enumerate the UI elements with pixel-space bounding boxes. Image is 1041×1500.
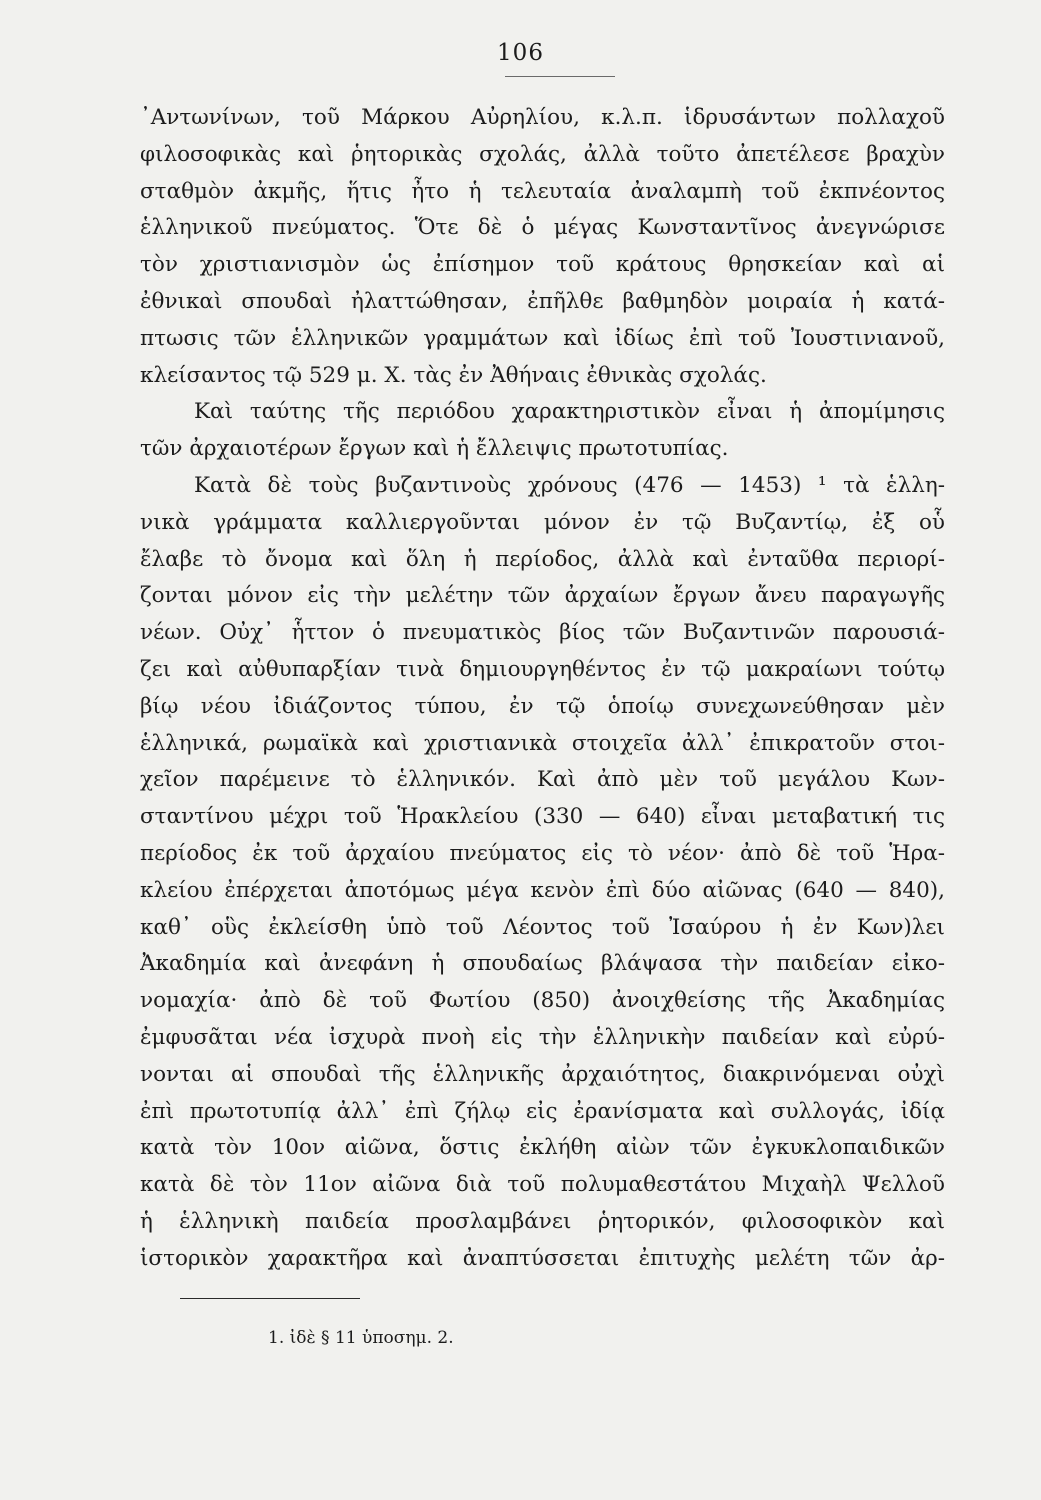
text-line: Ἀκαδημία καὶ ἀνεφάνη ἡ σπουδαίως βλάψασα τὴν παιδείαν εἰκο- <box>140 951 945 977</box>
text-line: ἱστορικὸν χαρακτῆρα καὶ ἀναπτύσσεται ἐπιτυχὴς μελέτη τῶν ἀρ- <box>140 1245 945 1271</box>
text-line: χεῖον παρέμεινε τὸ ἑλληνικόν. Καὶ ἀπὸ μὲν τοῦ μεγάλου Κων- <box>140 767 945 793</box>
text-line: βίῳ νέου ἰδιάζοντος τύπου, ἐν τῷ ὁποίῳ συνεχωνεύθησαν μὲν <box>140 693 945 719</box>
text-line: σταντίνου μέχρι τοῦ Ἡρακλείου (330 — 640) εἶναι μεταβατική τις <box>140 804 945 830</box>
body-text <box>140 100 945 1278</box>
text-line: Καὶ ταύτης τῆς περιόδου χαρακτηριστικὸν εἶναι ἡ ἀπομίμησις <box>194 399 945 425</box>
text-line: νομαχία· ἀπὸ δὲ τοῦ Φωτίου (850) ἀνοιχθείσης τῆς Ἀκαδημίας <box>140 988 945 1014</box>
text-line: ἑλληνικά, ρωμαϊκὰ καὶ χριστιανικὰ στοιχεῖα ἀλλ᾿ ἐπικρατοῦν στοι- <box>140 730 945 756</box>
text-line: ζονται μόνον εἰς τὴν μελέτην τῶν ἀρχαίων ἔργων ἄνευ παραγωγῆς <box>140 583 945 609</box>
text-line: ᾿Αντωνίνων, τοῦ Μάρκου Αὐρηλίου, κ.λ.π. ἱδρυσάντων πολλαχοῦ <box>140 105 945 130</box>
text-line: νέων. Οὐχ᾿ ἧττον ὁ πνευματικὸς βίος τῶν Βυζαντινῶν παρουσιά- <box>140 620 945 646</box>
text-line: καθ᾿ οὓς ἐκλείσθη ὑπὸ τοῦ Λέοντος τοῦ Ἰσαύρου ἡ ἐν Κων)λει <box>140 914 945 940</box>
text-line: ἑλληνικοῦ πνεύματος. Ὅτε δὲ ὁ μέγας Κωνσταντῖνος ἀνεγνώρισε <box>140 215 945 241</box>
text-line: ἡ ἑλληνικὴ παιδεία προσλαμβάνει ῥητορικόν, φιλοσοφικὸν καὶ <box>140 1208 945 1234</box>
text-line: κατὰ δὲ τὸν 11ον αἰῶνα διὰ τοῦ πολυμαθεστάτου Μιχαὴλ Ψελλοῦ <box>140 1172 945 1198</box>
text-line: ἐπὶ πρωτοτυπίᾳ ἀλλ᾿ ἐπὶ ζήλῳ εἰς ἐρανίσματα καὶ συλλογάς, ἰδίᾳ <box>140 1098 945 1124</box>
text-line: ἐμφυσᾶται νέα ἰσχυρὰ πνοὴ εἰς τὴν ἑλληνικὴν παιδείαν καὶ εὐρύ- <box>140 1024 945 1050</box>
text-line: Κατὰ δὲ τοὺς βυζαντινοὺς χρόνους (476 — 1453) ¹ τὰ ἑλλη- <box>194 472 945 498</box>
text-line: νονται αἱ σπουδαὶ τῆς ἑλληνικῆς ἀρχαιότητος, διακρινόμεναι οὐχὶ <box>140 1061 945 1087</box>
header-rule <box>505 76 615 77</box>
text-line: ἔλαβε τὸ ὄνομα καὶ ὅλη ἡ περίοδος, ἀλλὰ καὶ ἐνταῦθα περιορί- <box>140 546 945 572</box>
text-line: τῶν ἀρχαιοτέρων ἔργων καὶ ἡ ἔλλειψις πρωτοτυπίας. <box>140 436 729 462</box>
text-line: σταθμὸν ἀκμῆς, ἥτις ἦτο ἡ τελευταία ἀναλαμπὴ τοῦ ἐκπνέοντος <box>140 178 945 204</box>
text-line: κλείσαντος τῷ 529 μ. Χ. τὰς ἐν Ἀθήναις ἐθνικὰς σχολάς. <box>140 362 767 388</box>
text-line: περίοδος ἐκ τοῦ ἀρχαίου πνεύματος εἰς τὸ νέον· ἀπὸ δὲ τοῦ Ἡρα- <box>140 840 945 866</box>
text-line: τὸν χριστιανισμὸν ὡς ἐπίσημον τοῦ κράτους θρησκείαν καὶ αἱ <box>140 252 945 278</box>
text-line: κλείου ἐπέρχεται ἀποτόμως μέγα κενὸν ἐπὶ δύο αἰῶνας (640 — 840), <box>140 877 945 903</box>
text-line: πτωσις τῶν ἑλληνικῶν γραμμάτων καὶ ἰδίως ἐπὶ τοῦ Ἰουστινιανοῦ, <box>140 325 945 351</box>
page-number: 106 <box>497 40 544 66</box>
footnote-rule <box>180 1298 360 1299</box>
text-line: νικὰ γράμματα καλλιεργοῦνται μόνον ἐν τῷ Βυζαντίῳ, ἐξ οὗ <box>140 509 945 535</box>
text-line: ἐθνικαὶ σπουδαὶ ἠλαττώθησαν, ἐπῆλθε βαθμηδὸν μοιραία ἡ κατά- <box>140 288 945 314</box>
text-line: ζει καὶ αὐθυπαρξίαν τινὰ δημιουργηθέντος ἐν τῷ μακραίωνι τούτῳ <box>140 656 945 682</box>
text-line: φιλοσοφικὰς καὶ ῥητορικὰς σχολάς, ἀλλὰ τοῦτο ἀπετέλεσε βραχὺν <box>140 141 945 167</box>
footnote: 1. ἰδὲ § 11 ὑποσημ. 2. <box>268 1328 454 1348</box>
text-line: κατὰ τὸν 10ον αἰῶνα, ὅστις ἐκλήθη αἰὼν τῶν ἐγκυκλοπαιδικῶν <box>140 1135 945 1161</box>
